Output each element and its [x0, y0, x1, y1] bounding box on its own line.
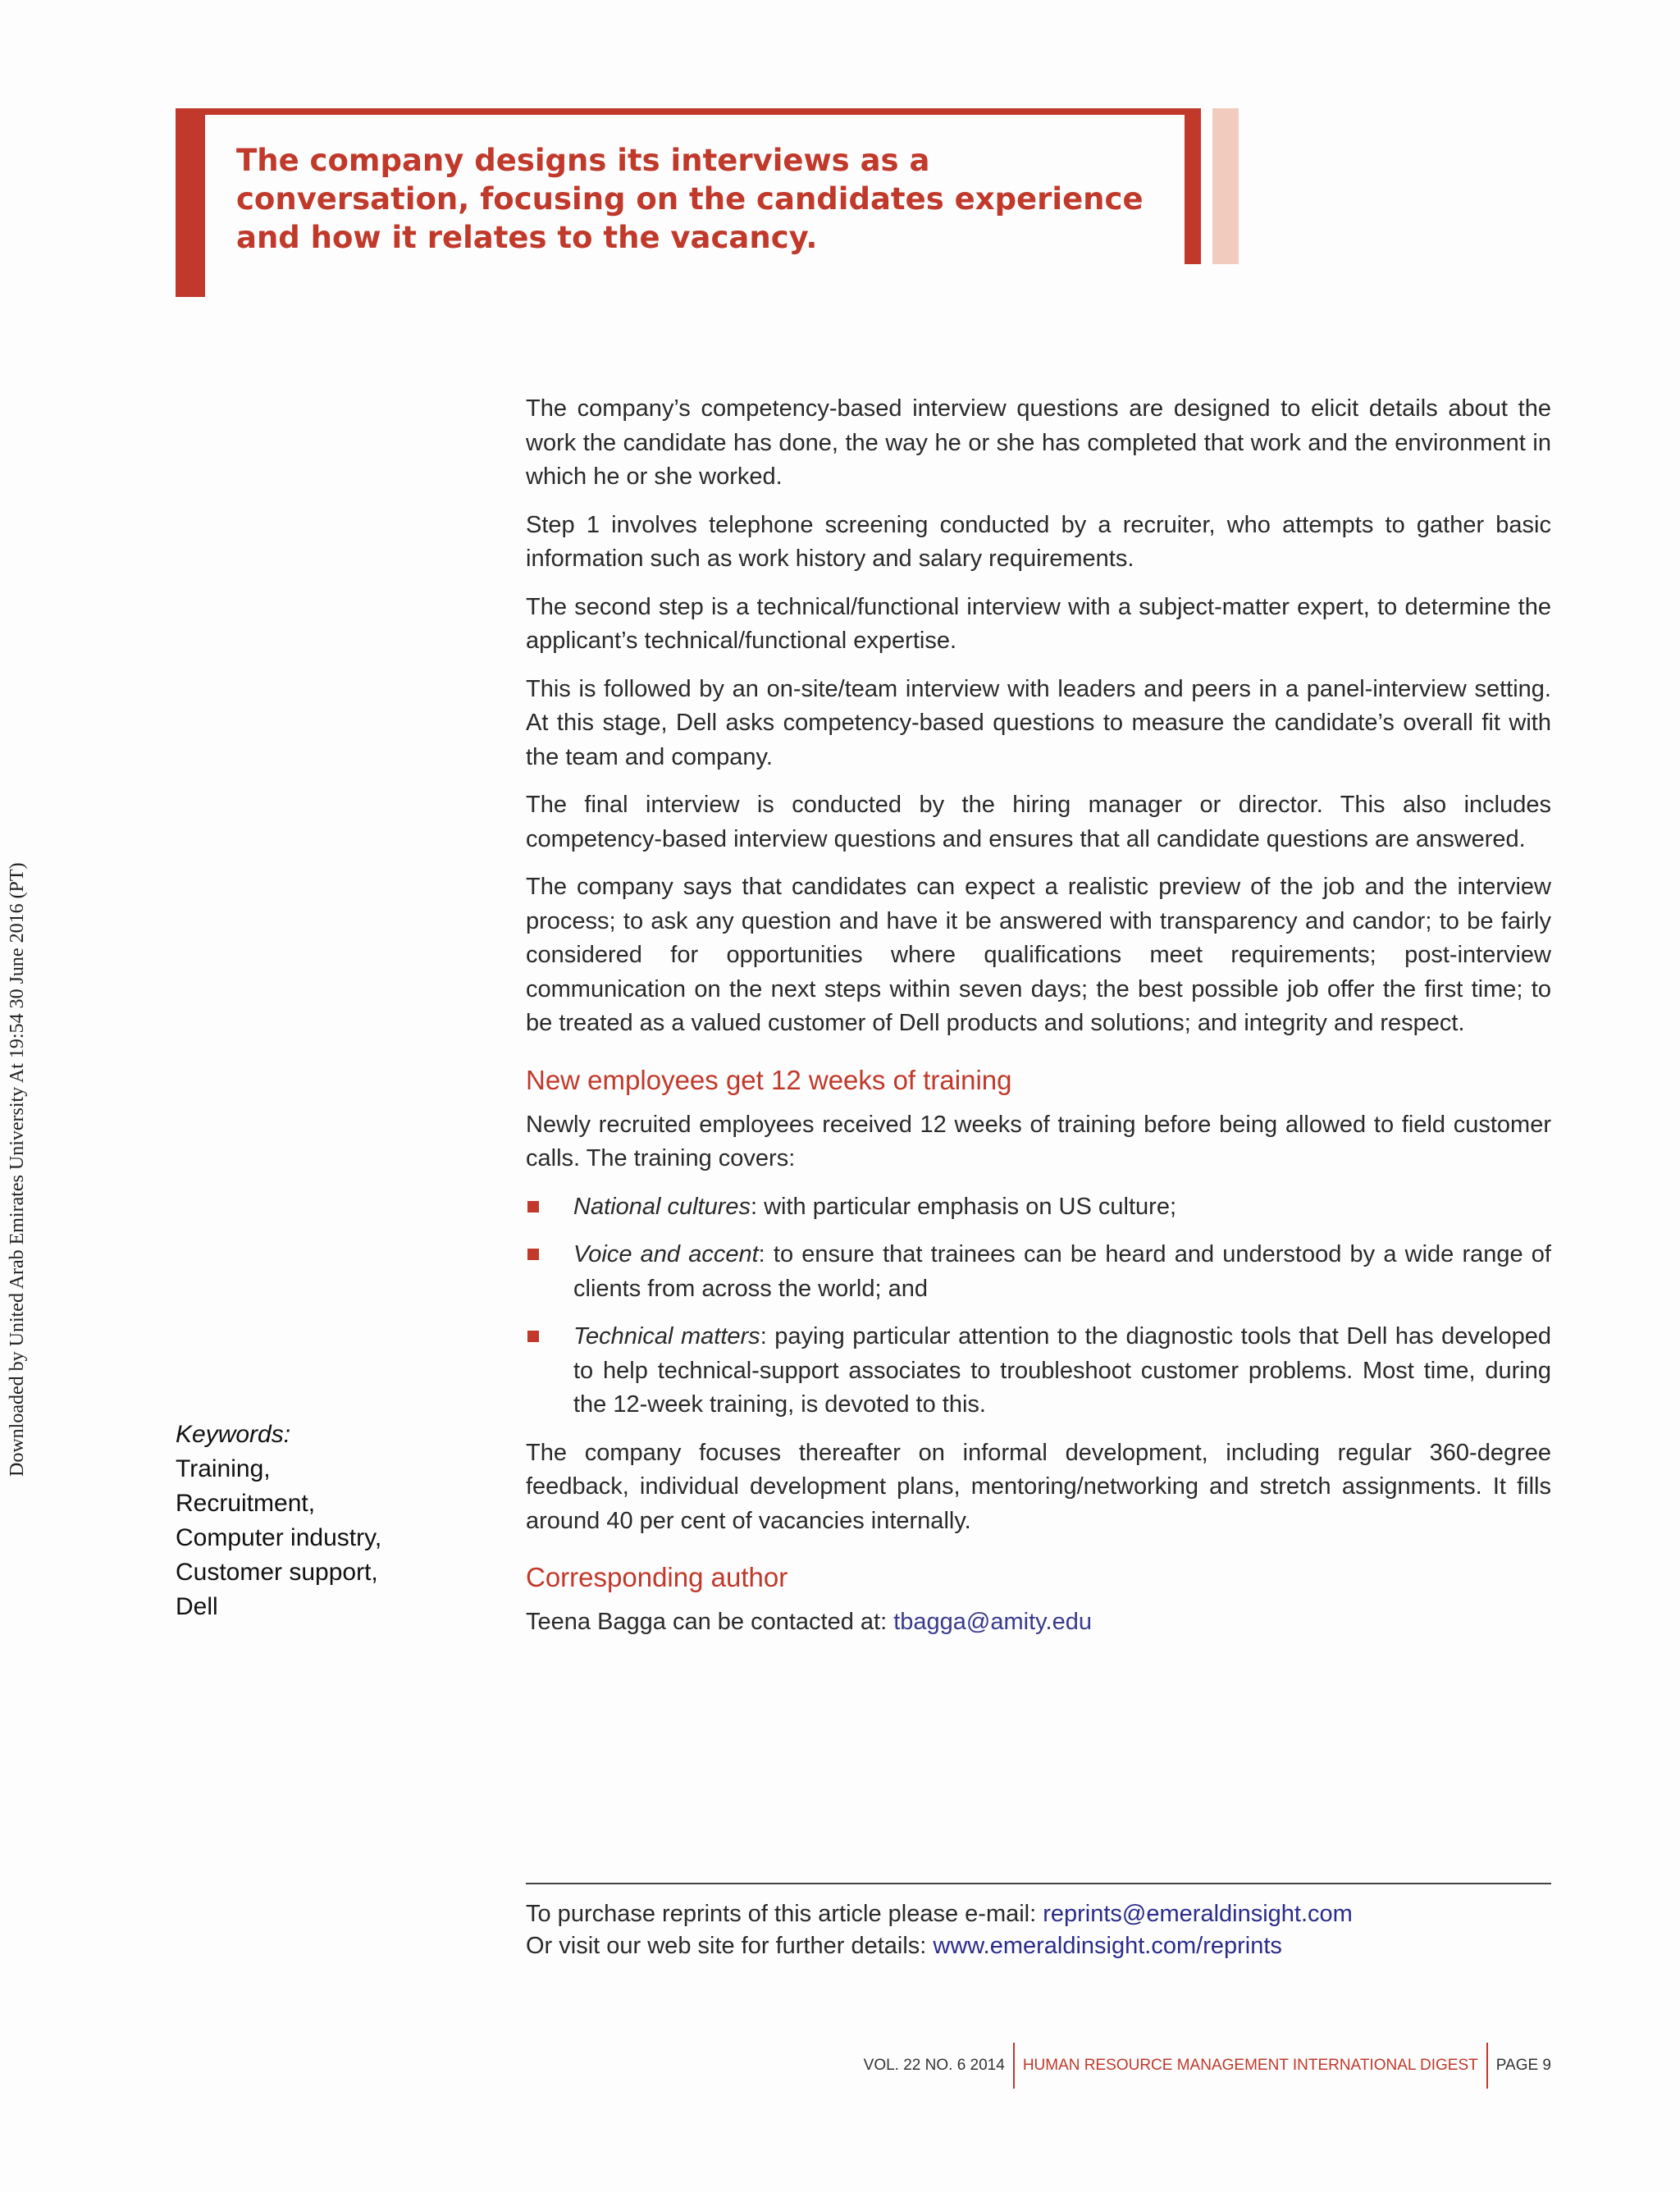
list-item-term: Voice and accent: [573, 1241, 759, 1267]
body-paragraph: Step 1 involves telephone screening conducted by a recruiter, who attempts to gather basic information such as work history and salary requirements.: [526, 511, 1551, 572]
footer-divider: [526, 1883, 1551, 1884]
list-item-text: : to ensure that trainees can be heard and understood by a wide range of clients from across the world; and: [573, 1241, 1551, 1302]
list-item: [526, 1190, 1551, 1225]
page-footer: [864, 2041, 1551, 2090]
keyword-item: Computer industry,: [176, 1524, 382, 1551]
square-bullet-icon: [527, 1249, 539, 1260]
footer-separator: [1013, 2043, 1015, 2089]
square-bullet-icon: [527, 1331, 539, 1342]
reprints-web-text: Or visit our web site for further details:: [526, 1933, 934, 1959]
pull-quote-text: The company designs its interviews as a conversation, focusing on the candidates experience and how it relates to the vacancy.: [236, 143, 1144, 255]
square-bullet-icon: [527, 1201, 539, 1212]
list-item-text: : paying particular attention to the diagnostic tools that Dell has developed to help technical-support associates to troubleshoot customer problems. Most time, during the 12-week training, is devoted to this.: [573, 1323, 1551, 1418]
author-email-link[interactable]: tbagga@amity.edu: [893, 1609, 1092, 1635]
reprints-web-line: [526, 1930, 1551, 1962]
training-list: [526, 1190, 1551, 1423]
keywords-label: Keywords:: [176, 1421, 291, 1448]
list-item-term: Technical matters: [573, 1323, 760, 1349]
keyword-item: Recruitment,: [176, 1490, 316, 1517]
reprints-email-text: To purchase reprints of this article please e-mail:: [526, 1901, 1043, 1927]
article-body: [526, 392, 1551, 1654]
keyword-item: Training,: [176, 1455, 271, 1482]
body-paragraph: The company focuses thereafter on informal development, including regular 360-degree feedback, individual development plans, mentoring/networking and stretch assignments. It fills around 40 per cent of vacancies internally.: [526, 1439, 1551, 1534]
reprints-notice: [526, 1898, 1551, 1962]
pull-quote: [176, 108, 1239, 297]
contact-line: [526, 1605, 1551, 1640]
contact-text: Teena Bagga can be contacted at:: [526, 1609, 894, 1635]
list-item-term: National cultures: [573, 1193, 751, 1220]
reprints-web-link[interactable]: www.emeraldinsight.com/reprints: [933, 1933, 1282, 1959]
pull-quote-left-bar: [176, 108, 205, 297]
section-heading-training: New employees get 12 weeks of training: [526, 1064, 1012, 1095]
footer-volume: VOL. 22 NO. 6 2014: [863, 2057, 1005, 2074]
body-paragraph: This is followed by an on-site/team interview with leaders and peers in a panel-interview setting. At this stage, Dell asks competency-based questions to measure the candidate’s overall fit with the team and company.: [526, 675, 1551, 770]
section-heading-author: Corresponding author: [526, 1562, 788, 1592]
reprints-email-link[interactable]: reprints@emeraldinsight.com: [1043, 1901, 1353, 1927]
keyword-item: Customer support,: [176, 1559, 378, 1586]
body-paragraph: Newly recruited employees received 12 weeks of training before being allowed to field customer calls. The training covers:: [526, 1111, 1551, 1171]
keywords-box: [176, 1418, 487, 1624]
body-paragraph: The final interview is conducted by the hiring manager or director. This also includes competency-based interview questions and ensures that all candidate questions are answered.: [526, 792, 1551, 852]
footer-separator: [1486, 2043, 1488, 2089]
footer-journal-name: HUMAN RESOURCE MANAGEMENT INTERNATIONAL DIGEST: [1022, 2057, 1478, 2074]
body-paragraph: The company’s competency-based interview questions are designed to elicit details about the work the candidate has done, the way he or she has completed that work and the environment in which he or she worked.: [526, 395, 1551, 490]
keyword-item: Dell: [176, 1593, 218, 1620]
body-paragraph: The second step is a technical/functional interview with a subject-matter expert, to determine the applicant’s technical/functional expertise.: [526, 593, 1551, 654]
pull-quote-top-bar: [176, 108, 1191, 115]
pull-quote-right-bar: [1185, 108, 1201, 264]
body-paragraph: The company says that candidates can expect a realistic preview of the job and the interview process; to ask any question and have it be answered with transparency and candor; to be fairly considered for opportunities where qualifications meet requirements; post-interview communication on the next steps within seven days; the best possible job offer the first time; to be treated as a valued customer of Dell products and solutions; and integrity and respect.: [526, 874, 1551, 1036]
list-item-text: : with particular emphasis on US culture;: [751, 1193, 1176, 1220]
footer-page-number: PAGE 9: [1495, 2057, 1551, 2074]
pull-quote-shadow-bar: [1212, 108, 1239, 264]
list-item: [526, 1238, 1551, 1306]
download-stamp: Downloaded by United Arab Emirates University At 19:54 30 June 2016 (PT): [7, 862, 28, 1477]
reprints-email-line: [526, 1898, 1551, 1930]
list-item: [526, 1320, 1551, 1423]
